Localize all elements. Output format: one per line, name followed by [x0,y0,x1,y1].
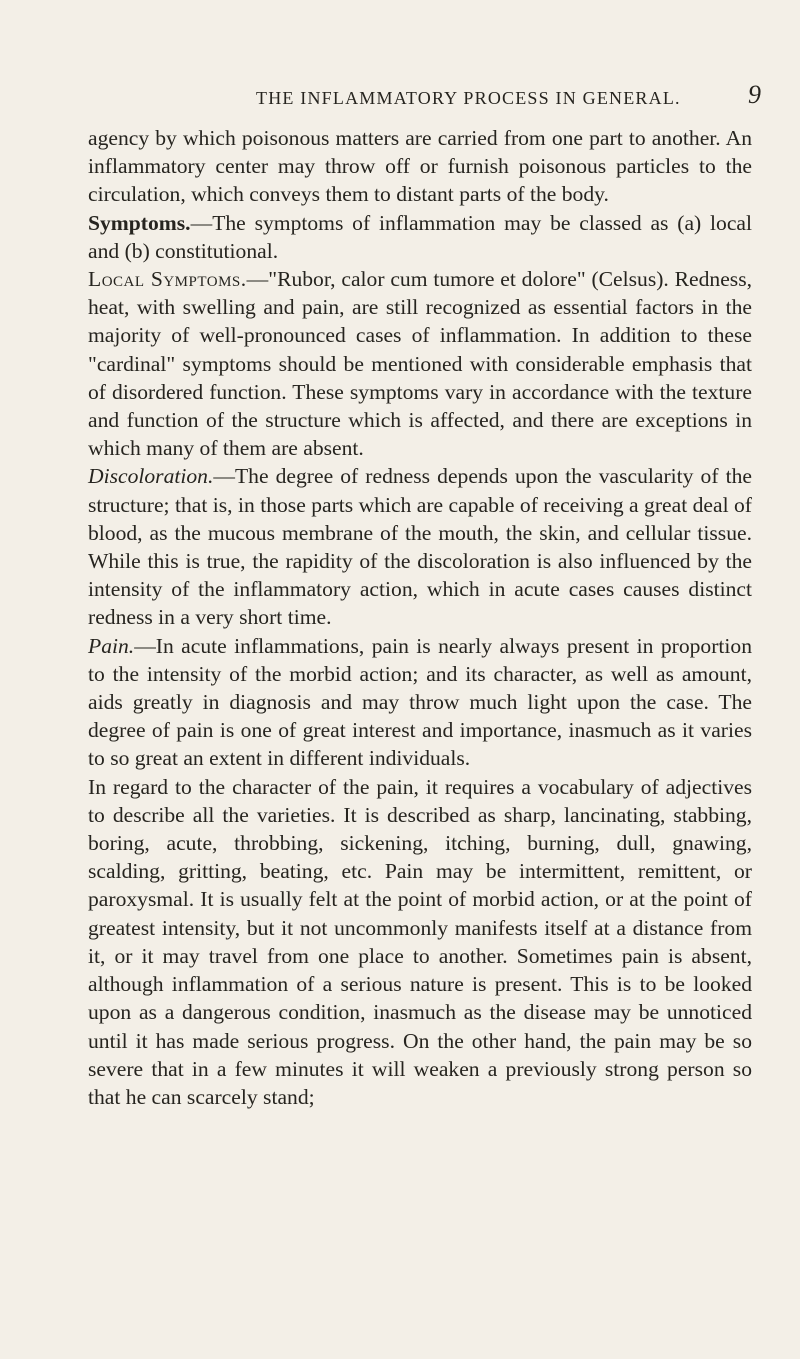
paragraph-pain [88,632,752,773]
heading-discoloration: Discoloration. [88,464,214,489]
paragraph-discoloration-text: —The degree of redness depends upon the vascularity of the structure; that is, in those parts which are capable of receiving a great deal of blood, as the mucous membrane of the mouth, the skin, and cellular tissue. While this is true, the rapidity of the discoloration is also influenced by the intensity of the inflammatory action, which in acute cases causes distinct redness in a very short time. [88,464,752,630]
paragraph-continuation: agency by which poisonous matters are carried from one part to another. An inflammatory center may throw off or furnish poisonous particles to the circulation, which conveys them to distant parts of the body. [88,126,752,207]
heading-pain: Pain. [88,633,135,658]
paragraph-pain-character: In regard to the character of the pain, it requires a vocabulary of adjectives to describe all the varieties. It is described as sharp, lancinating, stabbing, boring, acute, throbbing, sickening, itching, burning, dull, gnawing, scalding, gritting, beating, etc. Pain may be intermittent, remittent, or paroxysmal. It is usually felt at the point of morbid action, or at the point of greatest intensity, but it not uncommonly manifests itself at a distance from it, or it may travel from one place to another. Sometimes pain is absent, although inflammation of a serious nature is present. This is to be looked upon as a dangerous condition, inasmuch as the disease may be unnoticed until it has made serious progress. On the other hand, the pain may be so severe that in a few minutes it will weaken a previously strong person so that he can scarcely stand; [88,774,752,1109]
heading-symptoms: Symptoms. [88,210,191,235]
paragraph-pain-text: —In acute inflammations, pain is nearly always present in proportion to the intensity of the morbid action; and its character, as well as amount, aids greatly in diagnosis and may throw much light upon the case. The degree of pain is one of great interest and importance, inasmuch as it varies to so great an extent in different individuals. [88,633,752,771]
paragraph-discoloration [88,462,752,631]
paragraph-local-symptoms-text: —"Rubor, calor cum tumore et dolore" (Celsus). Redness, heat, with swelling and pain, are still recognized as essential factors in the majority of well-pronounced cases of inflammation. In addition to these "cardinal" symptoms should be mentioned with considerable emphasis that of disordered function. These symptoms vary in accordance with the texture and function of the structure which is affected, and there are exceptions in which many of them are absent. [88,267,752,461]
heading-local-symptoms: Local Symptoms. [88,267,247,292]
paragraph-symptoms [88,209,752,265]
body-text [88,124,752,1111]
paragraph-symptoms-text: —The symptoms of inflammation may be classed as (a) local and (b) constitutional. [88,210,752,263]
paragraph-local-symptoms [88,265,752,462]
page-number: 9 [748,80,761,109]
running-title: THE INFLAMMATORY PROCESS IN GENERAL. [256,88,681,108]
